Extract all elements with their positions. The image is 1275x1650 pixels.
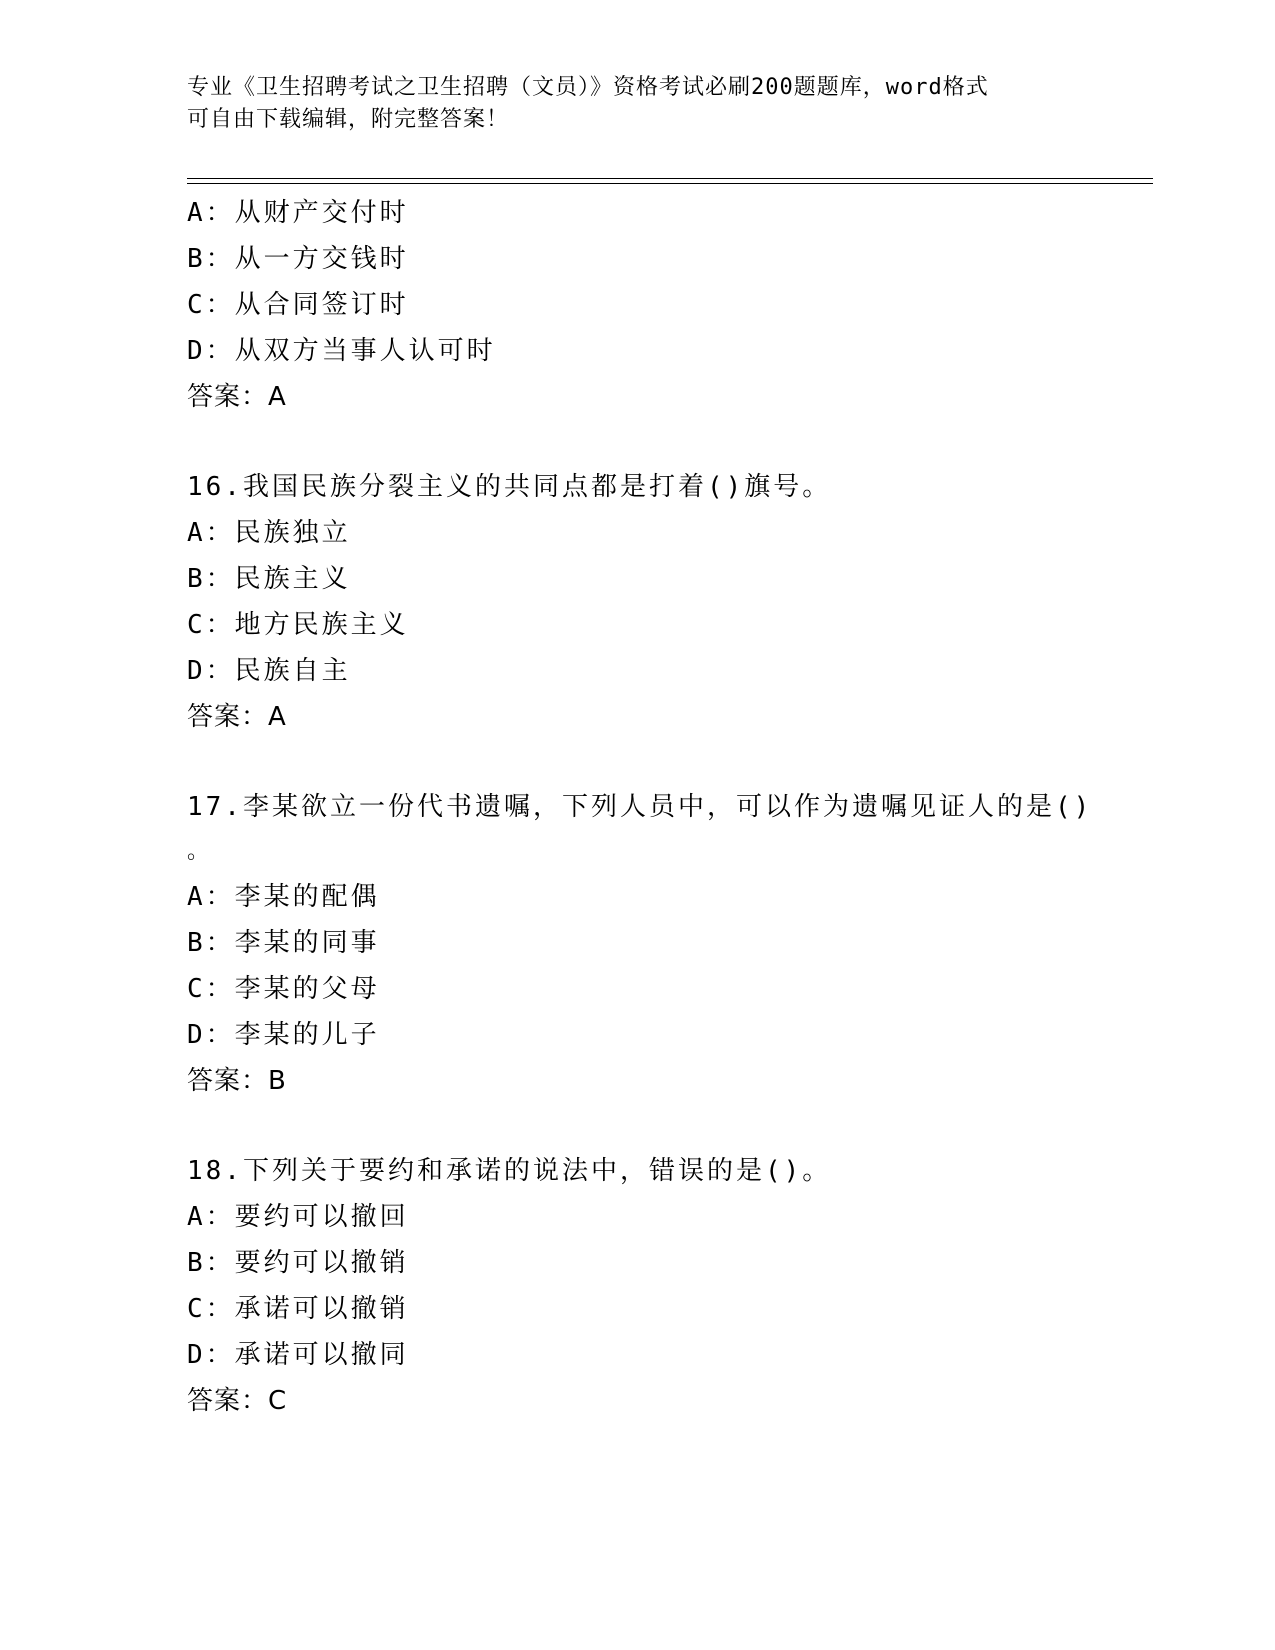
answer-line: 答案：A <box>187 382 287 412</box>
option-b: B：从一方交钱时 <box>187 244 409 274</box>
option-c: C：从合同签订时 <box>187 290 409 320</box>
option-a: A：从财产交付时 <box>187 198 409 228</box>
option-d: D：李某的儿子 <box>187 1020 380 1050</box>
option-b: B：要约可以撤销 <box>187 1248 409 1278</box>
header-line-1: 专业《卫生招聘考试之卫生招聘（文员）》资格考试必刷200题题库，word格式 <box>187 75 989 100</box>
option-d: D：从双方当事人认可时 <box>187 336 496 366</box>
option-c: C：地方民族主义 <box>187 610 409 640</box>
question-stem: 18.下列关于要约和承诺的说法中，错误的是()。 <box>187 1156 832 1186</box>
question-17 <box>187 784 1093 1104</box>
question-list <box>187 190 1093 1424</box>
option-a: A：民族独立 <box>187 518 351 548</box>
answer-line: 答案：A <box>187 702 287 732</box>
header-line-2: 可自由下载编辑，附完整答案！ <box>187 107 510 132</box>
header-divider-bottom <box>187 183 1153 184</box>
option-d: D：承诺可以撤同 <box>187 1340 409 1370</box>
question-15 <box>187 190 1087 420</box>
question-stem: 16.我国民族分裂主义的共同点都是打着()旗号。 <box>187 472 832 502</box>
option-d: D：民族自主 <box>187 656 351 686</box>
question-stem: 17.李某欲立一份代书遗嘱，下列人员中，可以作为遗嘱见证人的是() <box>187 792 1093 822</box>
question-18 <box>187 1148 1087 1424</box>
option-a: A：要约可以撤回 <box>187 1202 409 1232</box>
option-c: C：李某的父母 <box>187 974 380 1004</box>
question-stem-continuation: 。 <box>187 839 210 864</box>
document-header <box>187 72 1067 136</box>
answer-line: 答案：C <box>187 1386 288 1416</box>
answer-line: 答案：B <box>187 1066 287 1096</box>
option-b: B：李某的同事 <box>187 928 380 958</box>
option-b: B：民族主义 <box>187 564 351 594</box>
question-16 <box>187 464 1087 740</box>
header-divider-top <box>187 178 1153 179</box>
option-a: A：李某的配偶 <box>187 882 380 912</box>
option-c: C：承诺可以撤销 <box>187 1294 409 1324</box>
